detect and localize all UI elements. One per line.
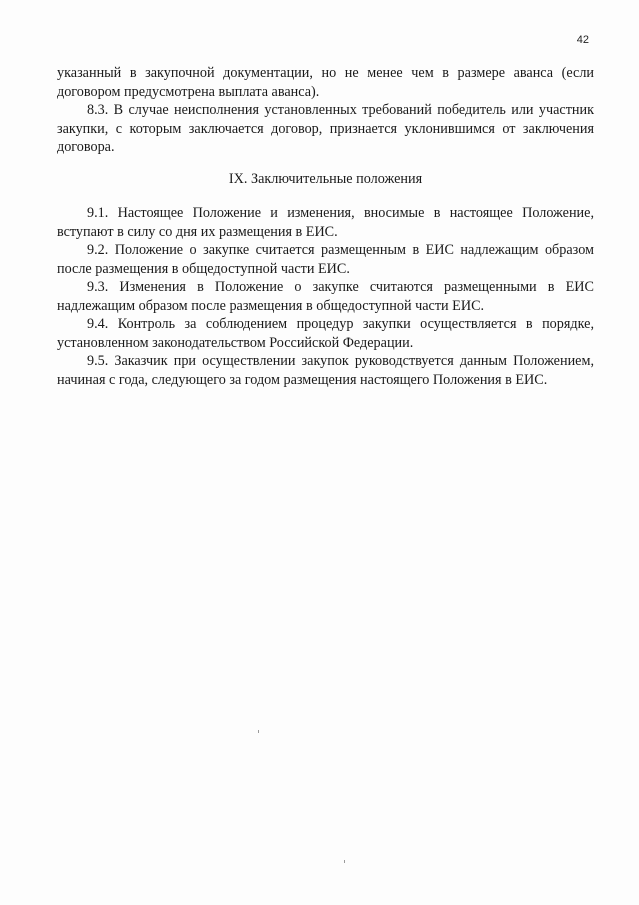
section-9-body [57,204,594,389]
body-top [57,64,594,157]
continuation-paragraph: указанный в закупочной документации, но не менее чем в размере аванса (если договором предусмотрена выплата аванса). [57,65,594,100]
clause-9-1: 9.1. Настоящее Положение и изменения, вносимые в настоящее Положение, вступают в силу со дня их размещения в ЕИС. [57,205,594,240]
clause-9-5: 9.5. Заказчик при осуществлении закупок руководствуется данным Положением, начиная с года, следующего за годом размещения настоящего Положения в ЕИС. [57,353,594,388]
section-heading: IX. Заключительные положения [228,171,423,187]
clause-8-3: 8.3. В случае неисполнения установленных требований победитель или участник закупки, с которым заключается договор, признается уклонившимся от заключения договора. [57,102,594,155]
page-number: 42 [576,34,589,46]
scan-speck [344,860,345,863]
clause-9-2: 9.2. Положение о закупке считается размещенным в ЕИС надлежащим образом после размещения в общедоступной части ЕИС. [57,242,594,277]
scan-speck [258,730,259,733]
clause-9-4: 9.4. Контроль за соблюдением процедур закупки осуществляется в порядке, установленном законодательством Российской Федерации. [57,316,594,351]
clause-9-3: 9.3. Изменения в Положение о закупке считаются размещенными в ЕИС надлежащим образом после размещения в общедоступной части ЕИС. [57,279,594,314]
